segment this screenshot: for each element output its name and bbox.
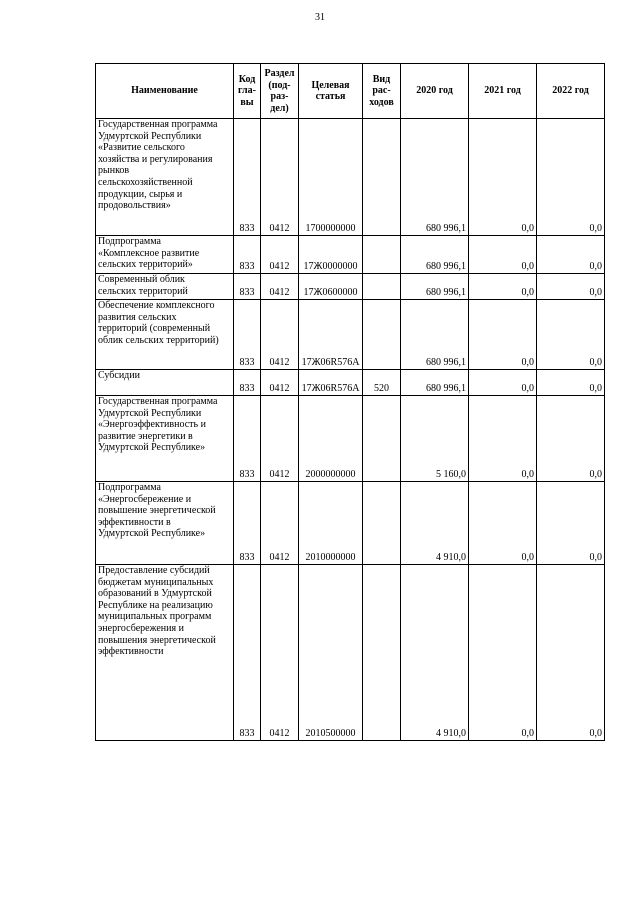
row-article: 17Ж06R576A [299,300,363,370]
row-name-line: сельских территорий [98,285,188,297]
table-row [96,396,605,482]
row-name-line: продовольствия» [98,200,171,212]
row-expense [363,236,401,274]
table-row [96,300,605,370]
row-expense [363,565,401,741]
row-article: 17Ж0600000 [299,274,363,300]
row-name-line: «Энергоэффективность и [98,419,206,431]
row-code: 833 [234,236,261,274]
row-name-line: «Комплексное развитие [98,247,200,259]
row-name-line: эффективности [98,646,164,658]
page-number: 31 [315,12,325,23]
row-code: 833 [234,370,261,396]
row-article: 1700000000 [299,119,363,236]
row-name-line: продукции, сырья и [98,188,183,200]
row-section: 0412 [261,274,299,300]
row-name-line: сельскохозяйственной [98,176,193,188]
row-name-line: Субсидии [98,370,140,381]
row-expense [363,300,401,370]
row-section: 0412 [261,565,299,741]
row-name [96,274,234,300]
row-name-line: Государственная программа [98,119,218,130]
header-section: Раздел (под- раз- дел) [261,64,299,119]
header-2020: 2020 год [401,64,469,119]
row-name-line: Удмуртской Республике» [98,528,206,540]
header-code: Код гла- вы [234,64,261,119]
row-name-line: облик сельских территорий) [98,334,219,346]
row-2022: 0,0 [537,565,605,741]
row-name-line: «Энергосбережение и [98,493,192,505]
row-name-line: развитие энергетики в [98,430,193,442]
row-name-line: Удмуртской Республике» [98,442,206,454]
row-2021: 0,0 [469,274,537,300]
row-article: 17Ж0000000 [299,236,363,274]
row-name [96,119,234,236]
table-body [96,119,605,741]
header-expense: Вид рас- ходов [363,64,401,119]
row-name [96,236,234,274]
row-2022: 0,0 [537,119,605,236]
row-name-line: Удмуртской Республики [98,407,202,419]
row-name-line: Удмуртской Республики [98,130,202,142]
row-name-line: повышение энергетической [98,505,216,517]
row-name-line: сельских территорий» [98,259,193,271]
row-2020: 680 996,1 [401,119,469,236]
row-section: 0412 [261,119,299,236]
row-name-line: хозяйства и регулирования [98,153,213,165]
row-name-line: территорий (современный [98,323,211,335]
row-2021: 0,0 [469,396,537,482]
row-name-line: Республике на реализацию [98,599,213,611]
row-article: 17Ж06R576A [299,370,363,396]
row-name-line: энергосбережения и [98,622,184,634]
row-code: 833 [234,396,261,482]
row-article: 2000000000 [299,396,363,482]
row-2020: 680 996,1 [401,274,469,300]
row-expense [363,274,401,300]
row-name [96,300,234,370]
row-name-line: Государственная программа [98,396,218,407]
row-2022: 0,0 [537,396,605,482]
row-code: 833 [234,565,261,741]
row-2022: 0,0 [537,370,605,396]
row-name-line: повышения энергетической [98,634,216,646]
row-2021: 0,0 [469,565,537,741]
table-row [96,274,605,300]
row-name [96,370,234,396]
row-2021: 0,0 [469,482,537,565]
row-2022: 0,0 [537,482,605,565]
row-2021: 0,0 [469,236,537,274]
row-name-line: образований в Удмуртской [98,588,212,600]
header-2021: 2021 год [469,64,537,119]
table-row [96,236,605,274]
header-row [96,64,605,119]
row-code: 833 [234,300,261,370]
row-section: 0412 [261,482,299,565]
row-section: 0412 [261,370,299,396]
row-2022: 0,0 [537,236,605,274]
row-section: 0412 [261,236,299,274]
row-name-line: рынков [98,165,130,177]
row-2020: 4 910,0 [401,565,469,741]
row-name [96,482,234,565]
table-row [96,482,605,565]
row-name-line: Обеспечение комплексного [98,300,215,311]
table-row [96,565,605,741]
row-2021: 0,0 [469,119,537,236]
header-2022: 2022 год [537,64,605,119]
header-article: Целевая статья [299,64,363,119]
budget-table [95,63,605,741]
row-expense [363,482,401,565]
row-2020: 680 996,1 [401,370,469,396]
row-name-line: Предоставление субсидий [98,565,210,576]
row-name-line: эффективности в [98,516,171,528]
table-row [96,370,605,396]
row-2021: 0,0 [469,370,537,396]
table-row [96,119,605,236]
row-section: 0412 [261,300,299,370]
row-expense [363,396,401,482]
row-name [96,396,234,482]
row-2021: 0,0 [469,300,537,370]
row-name-line: Современный облик [98,274,185,285]
row-2022: 0,0 [537,274,605,300]
row-name-line: Подпрограмма [98,482,161,493]
row-name [96,565,234,741]
row-code: 833 [234,482,261,565]
row-name-line: муниципальных программ [98,611,212,623]
row-2020: 4 910,0 [401,482,469,565]
row-name-line: развития сельских [98,311,177,323]
row-name-line: «Развитие сельского [98,142,185,154]
row-name-line: бюджетам муниципальных [98,576,214,588]
row-article: 2010000000 [299,482,363,565]
row-code: 833 [234,274,261,300]
row-code: 833 [234,119,261,236]
row-name-line: Подпрограмма [98,236,161,247]
row-section: 0412 [261,396,299,482]
row-2022: 0,0 [537,300,605,370]
row-expense: 520 [363,370,401,396]
header-name: Наименование [96,64,234,119]
row-2020: 680 996,1 [401,236,469,274]
row-article: 2010500000 [299,565,363,741]
row-expense [363,119,401,236]
row-2020: 680 996,1 [401,300,469,370]
row-2020: 5 160,0 [401,396,469,482]
